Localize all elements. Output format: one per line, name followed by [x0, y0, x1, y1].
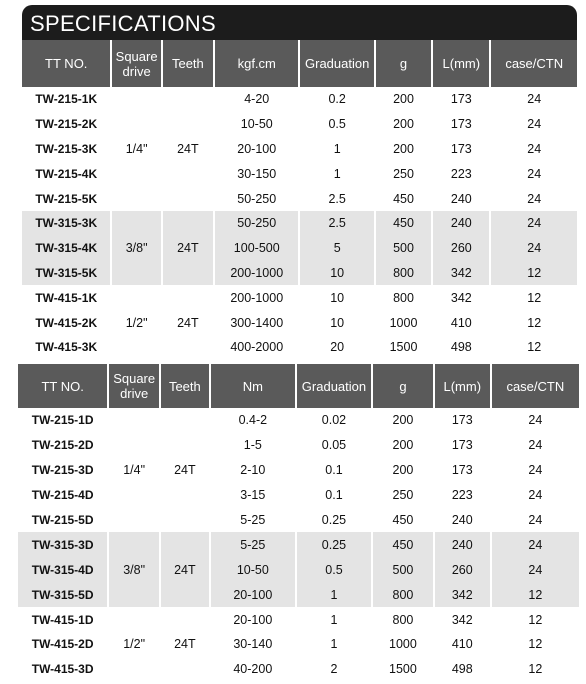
table-row [18, 607, 579, 632]
header-range: Nm [211, 364, 295, 408]
cell-range: 20-100 [211, 607, 295, 632]
header-range: kgf.cm [215, 40, 298, 87]
table-row [18, 532, 579, 557]
cell-graduation: 2 [297, 657, 371, 682]
header-weight-g: g [373, 364, 433, 408]
cell-range: 300-1400 [215, 310, 298, 335]
cell-teeth: 24T [163, 285, 213, 359]
cell-length-mm: 223 [433, 161, 489, 186]
cell-graduation: 2.5 [300, 211, 373, 236]
cell-case-ctn: 24 [492, 532, 579, 557]
cell-weight-g: 450 [376, 186, 431, 211]
cell-length-mm: 173 [435, 408, 490, 433]
cell-tt-no: TW-315-4D [18, 557, 107, 582]
table-row [22, 161, 577, 186]
table-row [18, 483, 579, 508]
cell-square-drive: 3/8" [109, 532, 159, 607]
cell-case-ctn: 24 [492, 557, 579, 582]
cell-graduation: 1 [297, 607, 371, 632]
cell-tt-no: TW-215-5K [22, 186, 110, 211]
cell-tt-no: TW-215-1K [22, 87, 110, 112]
cell-case-ctn: 24 [492, 433, 579, 458]
cell-graduation: 0.25 [297, 508, 371, 533]
cell-square-drive: 1/4" [112, 87, 160, 211]
cell-graduation: 1 [300, 161, 373, 186]
cell-range: 1-5 [211, 433, 295, 458]
cell-range: 50-250 [215, 186, 298, 211]
cell-graduation: 0.1 [297, 458, 371, 483]
cell-graduation: 10 [300, 261, 373, 286]
cell-graduation: 0.25 [297, 532, 371, 557]
cell-case-ctn: 12 [492, 657, 579, 682]
table-row [18, 458, 579, 483]
cell-weight-g: 800 [376, 261, 431, 286]
cell-range: 200-1000 [215, 285, 298, 310]
cell-range: 40-200 [211, 657, 295, 682]
cell-range: 400-2000 [215, 335, 298, 360]
cell-tt-no: TW-215-5D [18, 508, 107, 533]
cell-weight-g: 800 [373, 607, 433, 632]
header-row [18, 364, 579, 408]
header-weight-g: g [376, 40, 431, 87]
header-case-ctn: case/CTN [491, 40, 577, 87]
cell-case-ctn: 24 [491, 112, 577, 137]
cell-length-mm: 240 [433, 211, 489, 236]
table-row [22, 137, 577, 162]
cell-length-mm: 342 [433, 261, 489, 286]
cell-graduation: 20 [300, 335, 373, 360]
header-tt-no: TT NO. [22, 40, 110, 87]
cell-length-mm: 173 [433, 112, 489, 137]
cell-case-ctn: 12 [491, 261, 577, 286]
cell-weight-g: 1000 [376, 310, 431, 335]
cell-square-drive: 1/4" [109, 408, 159, 532]
cell-teeth: 24T [163, 87, 213, 211]
cell-weight-g: 200 [373, 408, 433, 433]
cell-length-mm: 240 [435, 532, 490, 557]
cell-case-ctn: 12 [491, 285, 577, 310]
table-row [22, 112, 577, 137]
cell-range: 10-50 [211, 557, 295, 582]
cell-range: 100-500 [215, 236, 298, 261]
cell-weight-g: 450 [376, 211, 431, 236]
header-teeth: Teeth [163, 40, 213, 87]
cell-weight-g: 250 [376, 161, 431, 186]
cell-length-mm: 173 [435, 458, 490, 483]
cell-case-ctn: 24 [492, 458, 579, 483]
cell-case-ctn: 24 [491, 236, 577, 261]
cell-case-ctn: 12 [492, 607, 579, 632]
cell-range: 4-20 [215, 87, 298, 112]
cell-range: 50-250 [215, 211, 298, 236]
cell-weight-g: 500 [376, 236, 431, 261]
cell-range: 200-1000 [215, 261, 298, 286]
cell-length-mm: 173 [435, 433, 490, 458]
cell-length-mm: 173 [433, 87, 489, 112]
cell-graduation: 5 [300, 236, 373, 261]
cell-case-ctn: 12 [491, 335, 577, 360]
cell-teeth: 24T [161, 408, 209, 532]
cell-range: 30-140 [211, 632, 295, 657]
header-case-ctn: case/CTN [492, 364, 579, 408]
cell-weight-g: 450 [373, 532, 433, 557]
cell-tt-no: TW-215-4D [18, 483, 107, 508]
cell-tt-no: TW-315-3K [22, 211, 110, 236]
cell-tt-no: TW-415-3K [22, 335, 110, 360]
table-row [18, 657, 579, 682]
cell-length-mm: 342 [433, 285, 489, 310]
cell-weight-g: 200 [376, 112, 431, 137]
cell-graduation: 0.5 [300, 112, 373, 137]
cell-tt-no: TW-415-1K [22, 285, 110, 310]
table-row [18, 508, 579, 533]
cell-tt-no: TW-215-2D [18, 433, 107, 458]
header-length-mm: L(mm) [433, 40, 489, 87]
cell-range: 0.4-2 [211, 408, 295, 433]
cell-graduation: 1 [297, 632, 371, 657]
cell-graduation: 0.02 [297, 408, 371, 433]
table-row [18, 632, 579, 657]
cell-length-mm: 342 [435, 582, 490, 607]
page-title: SPECIFICATIONS [30, 11, 216, 36]
cell-graduation: 0.1 [297, 483, 371, 508]
cell-range: 10-50 [215, 112, 298, 137]
cell-tt-no: TW-315-5K [22, 261, 110, 286]
cell-tt-no: TW-215-1D [18, 408, 107, 433]
cell-graduation: 2.5 [300, 186, 373, 211]
cell-range: 3-15 [211, 483, 295, 508]
header-row [22, 40, 577, 87]
cell-tt-no: TW-315-3D [18, 532, 107, 557]
cell-case-ctn: 24 [492, 408, 579, 433]
cell-length-mm: 410 [433, 310, 489, 335]
header-square-drive: Square drive [112, 40, 160, 87]
cell-graduation: 1 [300, 137, 373, 162]
cell-teeth: 24T [161, 607, 209, 682]
table-row [22, 310, 577, 335]
cell-square-drive: 1/2" [112, 285, 160, 359]
cell-tt-no: TW-215-4K [22, 161, 110, 186]
cell-range: 5-25 [211, 532, 295, 557]
cell-length-mm: 498 [433, 335, 489, 360]
cell-length-mm: 240 [435, 508, 490, 533]
cell-graduation: 10 [300, 285, 373, 310]
cell-weight-g: 500 [373, 557, 433, 582]
cell-weight-g: 200 [376, 87, 431, 112]
spec-table-kgf [20, 40, 579, 360]
cell-length-mm: 173 [433, 137, 489, 162]
table-row [18, 433, 579, 458]
cell-tt-no: TW-215-3D [18, 458, 107, 483]
cell-case-ctn: 24 [491, 161, 577, 186]
header-square-drive: Square drive [109, 364, 159, 408]
spec-table-nm [16, 364, 581, 682]
header-length-mm: L(mm) [435, 364, 490, 408]
header-graduation: Graduation [297, 364, 371, 408]
cell-case-ctn: 12 [492, 632, 579, 657]
cell-teeth: 24T [163, 211, 213, 285]
cell-weight-g: 1500 [376, 335, 431, 360]
cell-case-ctn: 24 [491, 186, 577, 211]
cell-tt-no: TW-215-2K [22, 112, 110, 137]
table-row [22, 186, 577, 211]
cell-graduation: 0.05 [297, 433, 371, 458]
cell-case-ctn: 24 [491, 211, 577, 236]
cell-tt-no: TW-415-1D [18, 607, 107, 632]
cell-range: 30-150 [215, 161, 298, 186]
cell-weight-g: 200 [376, 137, 431, 162]
header-graduation: Graduation [300, 40, 373, 87]
cell-tt-no: TW-315-5D [18, 582, 107, 607]
cell-teeth: 24T [161, 532, 209, 607]
cell-case-ctn: 12 [492, 582, 579, 607]
table-row [22, 87, 577, 112]
cell-weight-g: 800 [373, 582, 433, 607]
table-row [22, 261, 577, 286]
specifications-title-bar [22, 5, 577, 40]
cell-weight-g: 800 [376, 285, 431, 310]
cell-tt-no: TW-415-2D [18, 632, 107, 657]
table-row [22, 211, 577, 236]
table-row [18, 557, 579, 582]
table-row [22, 285, 577, 310]
cell-case-ctn: 24 [491, 137, 577, 162]
cell-graduation: 0.5 [297, 557, 371, 582]
cell-weight-g: 1000 [373, 632, 433, 657]
table-row [18, 582, 579, 607]
cell-length-mm: 342 [435, 607, 490, 632]
cell-length-mm: 260 [435, 557, 490, 582]
cell-range: 20-100 [215, 137, 298, 162]
cell-weight-g: 450 [373, 508, 433, 533]
cell-range: 2-10 [211, 458, 295, 483]
header-teeth: Teeth [161, 364, 209, 408]
cell-length-mm: 240 [433, 186, 489, 211]
cell-tt-no: TW-215-3K [22, 137, 110, 162]
cell-weight-g: 200 [373, 433, 433, 458]
cell-weight-g: 1500 [373, 657, 433, 682]
cell-tt-no: TW-415-2K [22, 310, 110, 335]
cell-graduation: 1 [297, 582, 371, 607]
table-row [22, 335, 577, 360]
cell-tt-no: TW-415-3D [18, 657, 107, 682]
cell-length-mm: 410 [435, 632, 490, 657]
cell-square-drive: 1/2" [109, 607, 159, 682]
cell-graduation: 10 [300, 310, 373, 335]
cell-range: 5-25 [211, 508, 295, 533]
cell-tt-no: TW-315-4K [22, 236, 110, 261]
cell-case-ctn: 24 [492, 483, 579, 508]
cell-case-ctn: 24 [492, 508, 579, 533]
cell-weight-g: 200 [373, 458, 433, 483]
cell-square-drive: 3/8" [112, 211, 160, 285]
cell-case-ctn: 12 [491, 310, 577, 335]
cell-length-mm: 498 [435, 657, 490, 682]
cell-graduation: 0.2 [300, 87, 373, 112]
header-tt-no: TT NO. [18, 364, 107, 408]
cell-weight-g: 250 [373, 483, 433, 508]
cell-case-ctn: 24 [491, 87, 577, 112]
cell-length-mm: 260 [433, 236, 489, 261]
table-row [22, 236, 577, 261]
table-row [18, 408, 579, 433]
cell-range: 20-100 [211, 582, 295, 607]
cell-length-mm: 223 [435, 483, 490, 508]
